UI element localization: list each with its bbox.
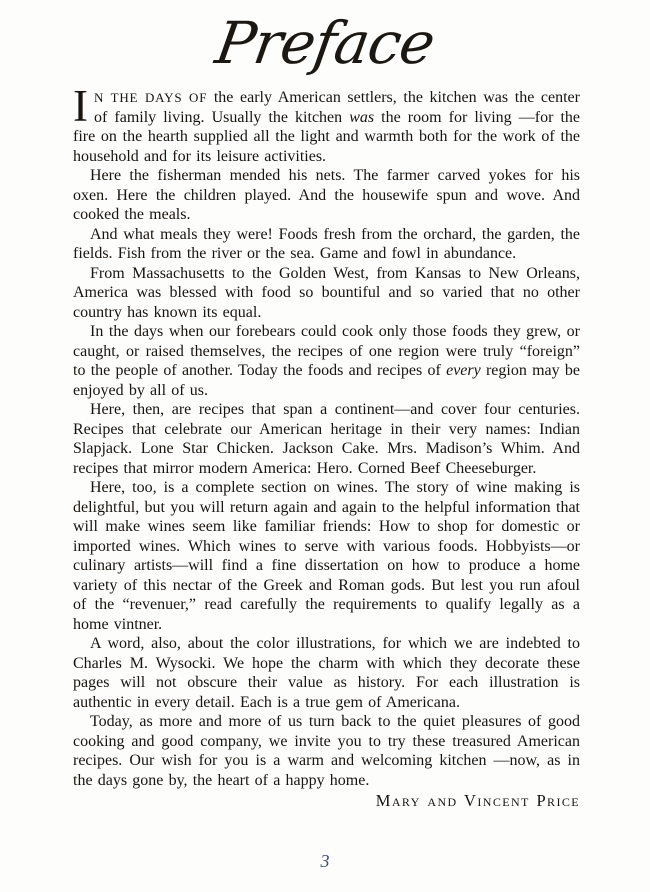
body-text (73, 81, 581, 811)
paragraph (73, 478, 580, 634)
text-run: N THE DAYS OF (94, 90, 208, 105)
author-signature: Mary and Vincent Price (375, 791, 580, 810)
text-run: From Massachusetts to the Golden West, from Kansas to New Orleans, America was blessed with food so bountiful and so varied that no other country has known its equal. (73, 264, 580, 321)
text-run: Today, as more and more of us turn back to the quiet pleasures of good cooking and good company, we invite you to try these treasured American recipes. Our wish for you is a warm and welcoming kitchen —now, as in the days gone by, the heart of a happy home. (73, 713, 580, 789)
paragraph (73, 712, 580, 790)
preface-title: Preface (211, 9, 439, 77)
paragraph (73, 400, 580, 478)
text-run: Here the fisherman mended his nets. The farmer carved yokes for his oxen. Here the children played. And the housewife spun and wove. And cooked the meals. (73, 167, 580, 223)
page-number: 3 (320, 851, 330, 871)
paragraph (73, 634, 580, 712)
text-run: region may be enjoyed by all of us. (73, 362, 580, 399)
text-run: Here, too, is a complete section on wines. The story of wine making is delightful, but you will return again and again to the helpful information that will make wines seem like familiar friends: How to shop for domestic or imported wines. Which wines to serve with various foods. Hobbyists—or culinary artists—will find a fine dissertation on how to produce a home variety of this nectar of the Greek and Roman gods. But lest you run afoul of the “revenuer,” read carefully the requirements to qualify legally as a home vintner. (73, 479, 580, 633)
paragraph (73, 322, 580, 400)
drop-cap: I (73, 81, 88, 131)
text-run: the room for living —for the fire on the hearth supplied all the light and warmth both for the work of the household and for its leisure activities. (73, 108, 581, 165)
paragraph (73, 166, 580, 225)
text-run: the early American settlers, the kitchen was the center of family living. Usually the kitchen (94, 89, 580, 126)
text-run: Here, then, are recipes that span a continent—and cover four centuries. Recipes that celebrate our American heritage in their very names: Indian Slapjack. Lone Star Chicken. Jackson Cake. Mrs. Madison’s Whim. And recipes that mirror modern America: Hero. Corned Beef Cheeseburger. (73, 401, 580, 477)
paragraph (73, 264, 580, 323)
text-run: And what meals they were! Foods fresh from the orchard, the garden, the fields. Fish from the river or the sea. Game and fowl in abundance. (73, 225, 580, 262)
text-run: In the days when our forebears could cook only those foods they grew, or caught, or raised themselves, the recipes of one region were truly “foreign” to the people of another. Today the foods and recipes of (73, 323, 580, 379)
text-run: every (446, 362, 481, 379)
paragraph (73, 225, 580, 264)
text-run: A word, also, about the color illustrations, for which we are indebted to Charles M. Wysocki. We hope the charm with which they decorate these pages will not obscure their value as history. For each illustration is authentic in every detail. Each is a true gem of Americana. (73, 635, 580, 711)
paragraph (73, 81, 581, 166)
text-run: was (349, 108, 375, 126)
